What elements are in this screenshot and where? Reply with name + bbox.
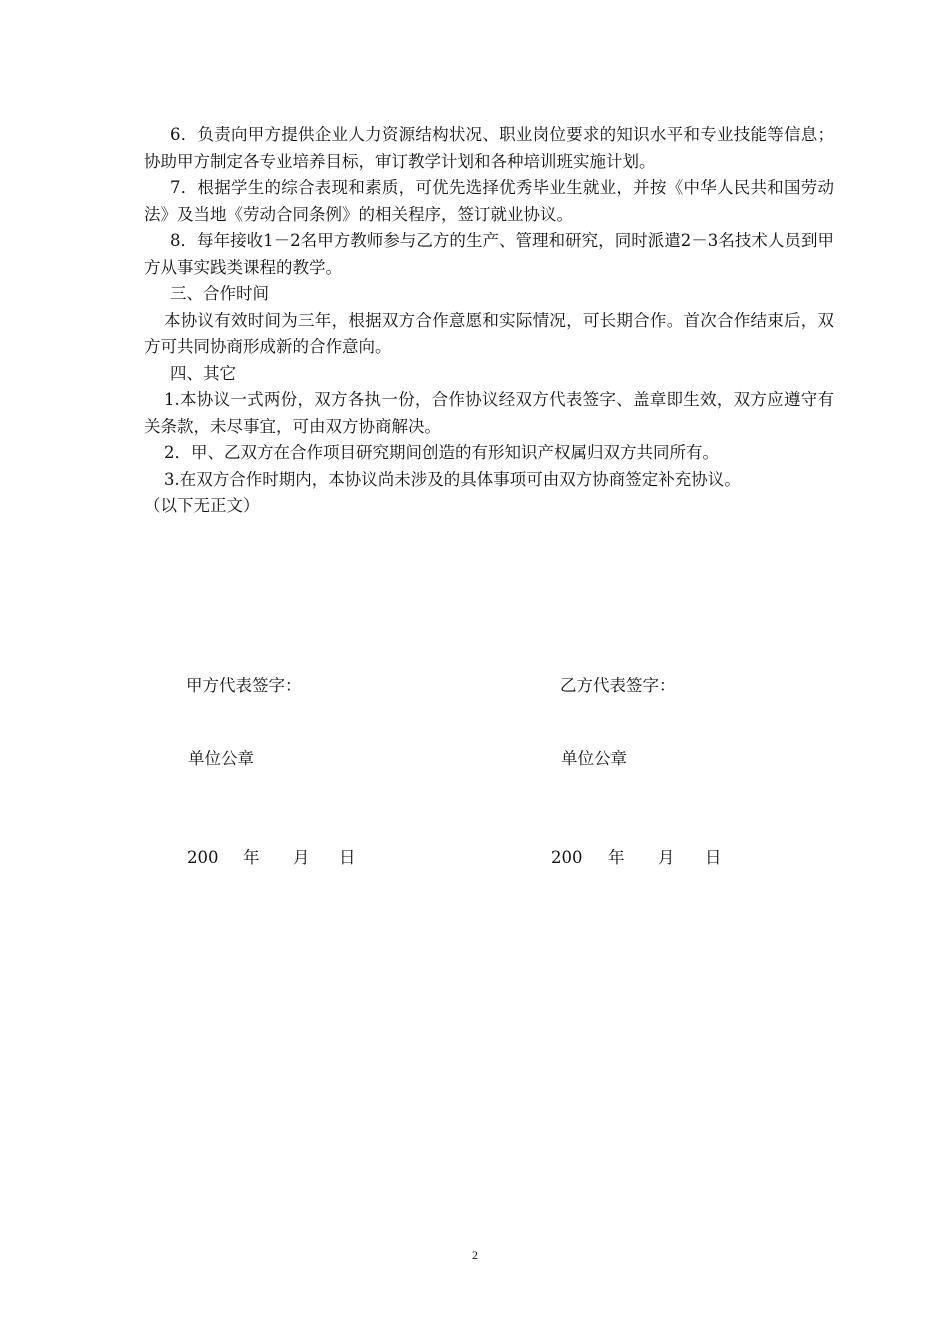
party-b-date-month-char: 月 [658,848,675,867]
party-a-date-day-char: 日 [339,848,356,867]
party-b-date-year-char: 年 [608,848,625,867]
party-a-seal-label: 单位公章 [188,749,254,768]
party-b-date-day-char: 日 [705,848,722,867]
section-3-text: 本协议有效时间为三年，根据双方合作意愿和实际情况，可长期合作。首次合作结束后，双方可共同协商形成新的合作意向。 [144,310,834,356]
clause-8: 8．每年接收1－2名甲方教师参与乙方的生产、管理和研究，同时派遣2－3名技术人员到甲方从事实践类课程的教学。 [144,231,834,277]
party-a-signature-label: 甲方代表签字： [186,676,302,695]
clause-7: 7．根据学生的综合表现和素质，可优先选择优秀毕业生就业，并按《中华人民共和国劳动法》及当地《劳动合同条例》的相关程序，签订就业协议。 [144,178,834,224]
party-a-date-month-char: 月 [293,848,310,867]
section-4-item-1: 1.本协议一式两份，双方各执一份，合作协议经双方代表签字、盖章即生效，双方应遵守有关条款，未尽事宜，可由双方协商解决。 [144,390,834,436]
party-b-seal-label: 单位公章 [561,749,627,768]
clause-6: 6．负责向甲方提供企业人力资源结构状况、职业岗位要求的知识水平和专业技能等信息；协助甲方制定各专业培养目标，审订教学计划和各种培训班实施计划。 [144,125,834,171]
party-b-signature-label: 乙方代表签字： [560,676,676,695]
party-b-date-year: 200 [551,848,583,867]
agreement-body [144,122,834,520]
section-3-heading: 三、合作时间 [170,284,269,303]
page-number: 2 [472,1248,478,1262]
section-4-item-3: 3.在双方合作时期内，本协议尚未涉及的具体事项可由双方协商签定补充协议。 [164,469,741,489]
party-b-date [551,846,722,870]
party-a-date [187,846,356,870]
party-a-date-year-char: 年 [243,848,260,867]
end-note: （以下无正文） [144,496,260,515]
section-4-heading: 四、其它 [170,363,236,383]
party-a-date-year: 200 [187,848,219,867]
section-4-item-2: 2．甲、乙双方在合作项目研究期间创造的有形知识产权属归双方共同所有。 [164,443,719,462]
